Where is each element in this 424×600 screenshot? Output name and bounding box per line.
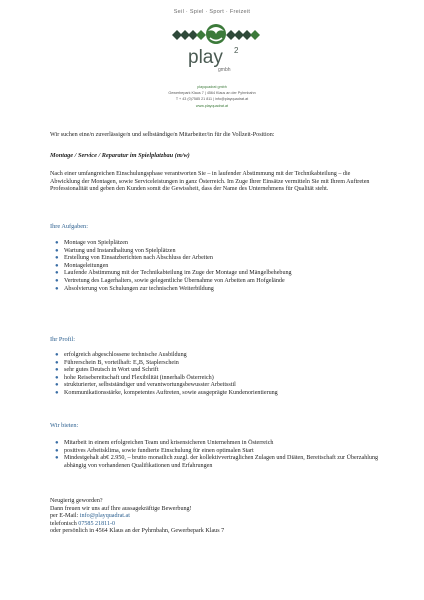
company-logo [168,21,264,73]
list-item: ● Mindestgehalt ab€ 2.950, – brutto monatlich zuzgl. der kollektivvertraglichen Zulagen und Diäten, Bereitschaft zur Überzahlung abhängig von vorhandenen Qualifikationen und Erfahrungen [55,455,379,469]
logo-gmbh: gmbh [218,67,231,73]
bullet-icon: ● [55,262,59,269]
bullet-icon: ● [55,389,59,396]
job-description: Nach einer umfangreichen Einschulungsphase verantworten Sie – in laufender Abstimmung mit der Technikabteilung – die Abwicklung der Montagen, sowie Serviceleistungen in ganz Österreich. Im Zuge Ihrer Einsätze vermitteln Sie mit Ihrem Auftreten Professionalität und geben den Kunden somit die Gewissheit, dass der Name des Unternehmens für Qualität steht. [50,171,370,193]
company-contact: T + 43 (0)7585 21 811 | info@playquadrat.at [175,97,249,102]
list-item: ● Vertretung des Lagerhalters, sowie gelegentliche Übernahme von Arbeiten am Hofgelände [55,277,285,284]
email-link[interactable]: info@playquadrat.at [79,513,130,520]
bullet-icon: ● [55,382,59,389]
phone-line: telefonisch 07585 21811-0 [50,520,116,527]
list-item: ● strukturierter, selbstständiger und verantwortungsbewusster Arbeitsstil [55,382,236,389]
list-item: ● positives Arbeitsklima, sowie fundierte Einschulung für einen optimalen Start [55,447,254,454]
list-item: ● Kommunikationsstärke, kompetentes Auftreten, sowie ausgeprägte Kundenorientierung [55,389,278,396]
in-person-line: oder persönlich in 4564 Klaus an der Pyhrnbahn, Gewerbepark Klaus 7 [50,528,225,535]
list-item: ● Führerschein B, vorteilhaft: E₂B, Staplerschein [55,359,179,366]
list-item: ● Wartung und Instandhaltung von Spielplätzen [55,247,176,254]
bullet-icon: ● [55,359,59,366]
bullet-icon: ● [55,367,59,374]
bullet-icon: ● [55,255,59,262]
closing-block [50,498,380,536]
list-item: ● Erstellung von Einsatzberichten nach Abschluss der Arbeiten [55,255,213,262]
company-name: playquadrat gmbh [197,85,227,89]
list-item: ● Laufende Abstimmung mit der Technikabteilung im Zuge der Montage und Mängelbehebung [55,270,292,277]
bullet-icon: ● [55,240,59,246]
tasks-heading: Ihre Aufgaben: [50,223,88,230]
bullet-icon: ● [55,352,59,358]
phone-link[interactable]: 07585 21811-0 [78,520,116,527]
logo-graphic [168,21,264,73]
bullet-icon: ● [55,270,59,277]
offer-heading: Wir bieten: [50,422,79,429]
closing-invite: Dann freuen wir uns auf Ihre aussagekräftige Bewerbung! [50,505,192,512]
email-line: per E-Mail: info@playquadrat.at [50,513,130,520]
company-address: Gewerbepark Klaus 7 | 4564 Klaus an der Pyhrnbahn [168,91,256,96]
offer-list [50,440,380,470]
list-item: ● erfolgreich abgeschlossene technische Ausbildung [55,352,187,358]
bullet-icon: ● [55,277,59,284]
bullet-icon: ● [55,455,59,462]
closing-question: Neugierig geworden? [50,498,103,504]
list-item: ● Montage von Spielplätzen [55,240,128,246]
list-item: ● hohe Reisebereitschaft und Flexibilität (innerhalb Österreich) [55,374,214,381]
tasks-list [50,240,380,293]
list-item: ● Montageleitungen [55,262,109,269]
logo-wordmark: play [188,47,223,68]
company-address-block [0,84,424,109]
logo-superscript: 2 [234,46,239,55]
bullet-icon: ● [55,447,59,454]
bullet-icon: ● [55,440,59,446]
list-item: ● Absolvierung von Schulungen zur technischen Weiterbildung [55,285,214,292]
company-website-link[interactable]: www.playquadrat.at [195,103,229,108]
bullet-icon: ● [55,247,59,254]
bullet-icon: ● [55,285,59,292]
intro-text: Wir suchen eine/n zuverlässige/n und selbständige/n Mitarbeiter/in für die Vollzeit-Position: [50,132,275,138]
list-item: ● sehr gutes Deutsch in Wort und Schrift [55,367,159,374]
bullet-icon: ● [55,374,59,381]
job-title: Montage / Service / Reparatur im Spielplatzbau (m/w) [50,152,190,159]
list-item: ● Mitarbeit in einem erfolgreichen Team und krisensicheren Unternehmen in Österreich [55,440,274,446]
company-tagline: Seil · Spiel · Sport · Freizeit [173,9,251,15]
profile-list [50,352,380,398]
profile-heading: Ihr Profil: [50,336,76,343]
